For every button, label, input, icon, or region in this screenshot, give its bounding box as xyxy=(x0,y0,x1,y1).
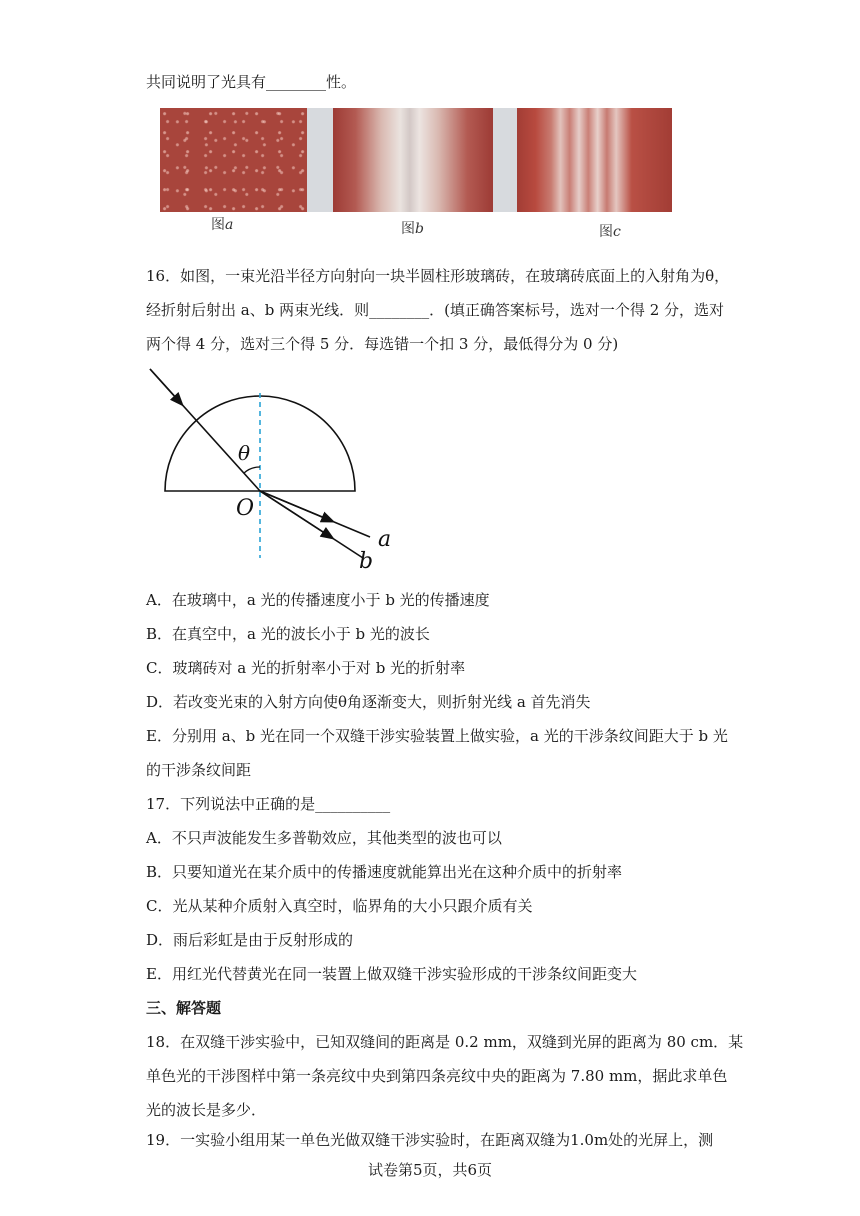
q15-tail: 共同说明了光具有________性。 xyxy=(146,73,357,91)
photo-separator xyxy=(307,108,333,212)
origin-label: O xyxy=(236,496,255,521)
photo-separator xyxy=(493,108,517,212)
page-footer: 试卷第5页，共6页 xyxy=(367,1161,493,1179)
q16-stem-line3: 两个得 4 分，选对三个得 5 分．每选错一个扣 3 分，最低得分为 0 分) xyxy=(146,335,619,353)
theta-label: θ xyxy=(238,441,251,465)
refraction-diagram xyxy=(140,360,410,580)
section-heading: 三、解答题 xyxy=(146,999,222,1017)
fig-c-label: 图c xyxy=(599,224,621,240)
q16-option-d: D．若改变光束的入射方向使θ角逐渐变大，则折射光线 a 首先消失 xyxy=(146,693,591,711)
q17-option-a: A．不只声波能发生多普勒效应，其他类型的波也可以 xyxy=(146,829,502,847)
fringe-photo-strip xyxy=(160,108,672,212)
photo-b-single-slit xyxy=(333,108,493,212)
fig-b-label: 图b xyxy=(401,221,424,237)
photo-c-double-slit xyxy=(517,108,672,212)
q18-line2: 单色光的干涉图样中第一条亮纹中央到第四条亮纹中央的距离为 7.80 mm，据此求单色 xyxy=(146,1067,728,1085)
q18-line1: 18．在双缝干涉实验中，已知双缝间的距离是 0.2 mm，双缝到光屏的距离为 80 cm．某 xyxy=(146,1033,744,1051)
q16-stem-line1: 16．如图，一束光沿半径方向射向一块半圆柱形玻璃砖，在玻璃砖底面上的入射角为θ， xyxy=(146,267,730,285)
q19-line1: 19．一实验小组用某一单色光做双缝干涉实验时，在距离双缝为1.0m处的光屏上，测 xyxy=(146,1131,714,1149)
q17-option-c: C．光从某种介质射入真空时，临界角的大小只跟介质有关 xyxy=(146,897,533,915)
ray-a-label: a xyxy=(378,527,392,552)
q17-option-b: B．只要知道光在某介质中的传播速度就能算出光在这种介质中的折射率 xyxy=(146,863,623,881)
q17-option-d: D．雨后彩虹是由于反射形成的 xyxy=(146,931,354,949)
q17-stem: 17．下列说法中正确的是__________ xyxy=(146,795,391,813)
q16-stem-line2: 经折射后射出 a、b 两束光线．则________．(填正确答案标号，选对一个得 2 分，选对 xyxy=(146,301,725,319)
photo-a-diffraction xyxy=(160,108,307,212)
q17-option-e: E．用红光代替黄光在同一装置上做双缝干涉实验形成的干涉条纹间距变大 xyxy=(146,965,637,983)
q16-option-e-line2: 的干涉条纹间距 xyxy=(146,761,252,779)
q16-option-a: A．在玻璃中，a 光的传播速度小于 b 光的传播速度 xyxy=(146,591,490,609)
theta-arc xyxy=(244,467,260,473)
q18-line3: 光的波长是多少． xyxy=(146,1101,267,1119)
q16-option-c: C．玻璃砖对 a 光的折射率小于对 b 光的折射率 xyxy=(146,659,466,677)
fig-a-label: 图a xyxy=(211,217,234,233)
q16-option-e-line1: E．分别用 a、b 光在同一个双缝干涉实验装置上做实验，a 光的干涉条纹间距大于 b 光 xyxy=(146,727,728,745)
q16-option-b: B．在真空中，a 光的波长小于 b 光的波长 xyxy=(146,625,430,643)
ray-b-label: b xyxy=(359,549,374,574)
